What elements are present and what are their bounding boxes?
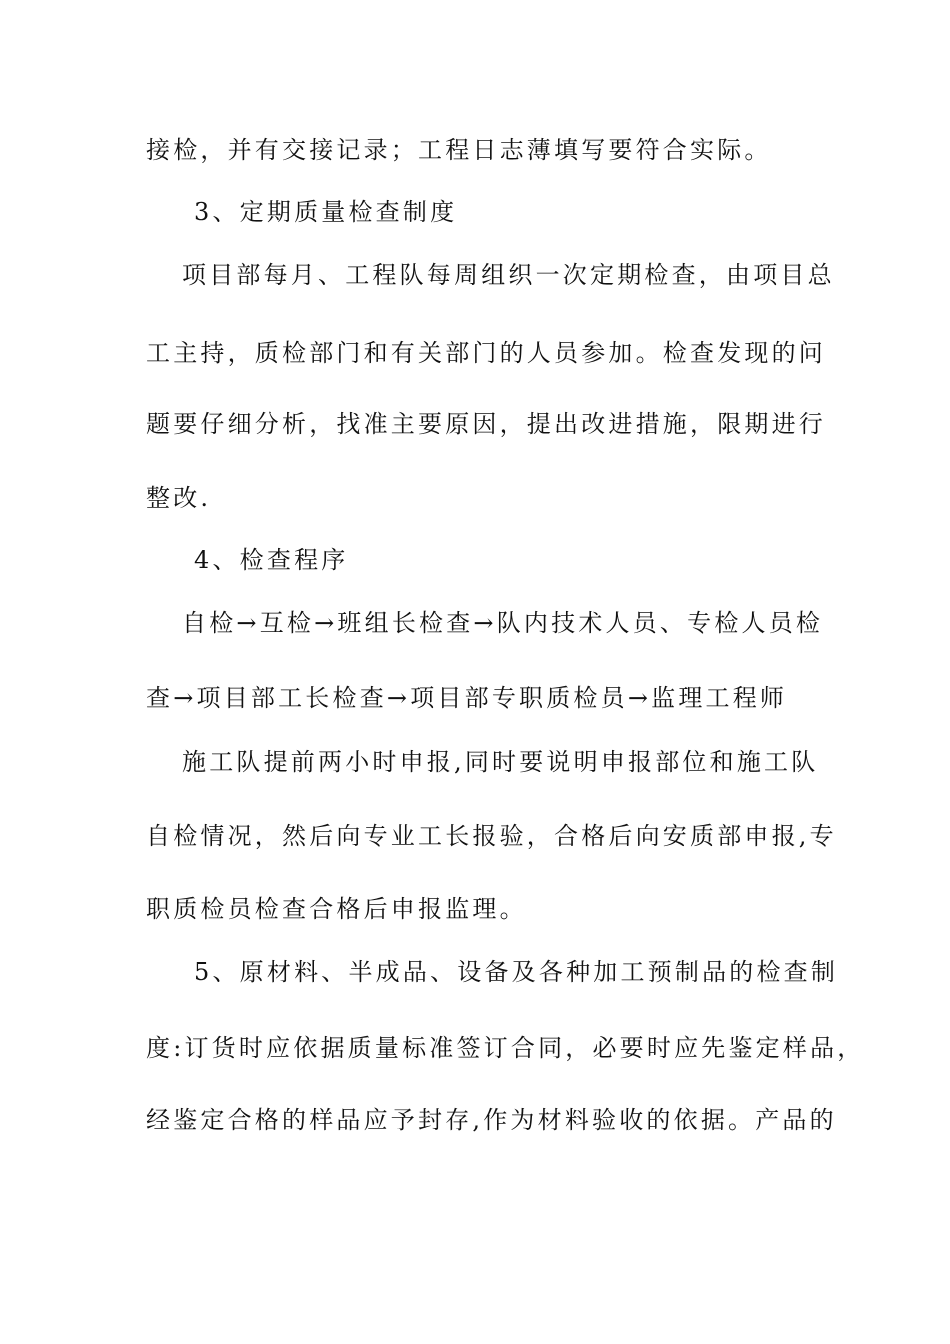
text-line: 度:订货时应依据质量标准签订合同，必要时应先鉴定样品， — [146, 1034, 865, 1062]
text-line: 职质检员检查合格后申报监理。 — [146, 895, 527, 923]
text-line: 接检，并有交接记录；工程日志薄填写要符合实际。 — [146, 136, 772, 164]
text-line: 题要仔细分析，找准主要原因，提出改进措施，限期进行 — [146, 410, 826, 438]
text-line: 自检→互检→班组长检查→队内技术人员、专检人员检 — [182, 609, 824, 637]
section-heading: 4、检查程序 — [194, 546, 349, 574]
text-line: 查→项目部工长检查→项目部专职质检员→监理工程师 — [146, 684, 788, 712]
text-line: 工主持，质检部门和有关部门的人员参加。检查发现的问 — [146, 339, 826, 367]
text-line: 整改. — [146, 484, 212, 512]
text-line: 施工队提前两小时申报,同时要说明申报部位和施工队 — [182, 748, 819, 776]
section-heading: 3、定期质量检查制度 — [194, 198, 458, 226]
section-heading: 5、原材料、半成品、设备及各种加工预制品的检查制 — [194, 958, 839, 986]
text-line: 自检情况，然后向专业工长报验，合格后向安质部申报,专 — [146, 822, 837, 850]
text-line: 经鉴定合格的样品应予封存,作为材料验收的依据。产品的 — [146, 1106, 837, 1134]
text-line: 项目部每月、工程队每周组织一次定期检查，由项目总 — [182, 261, 835, 289]
